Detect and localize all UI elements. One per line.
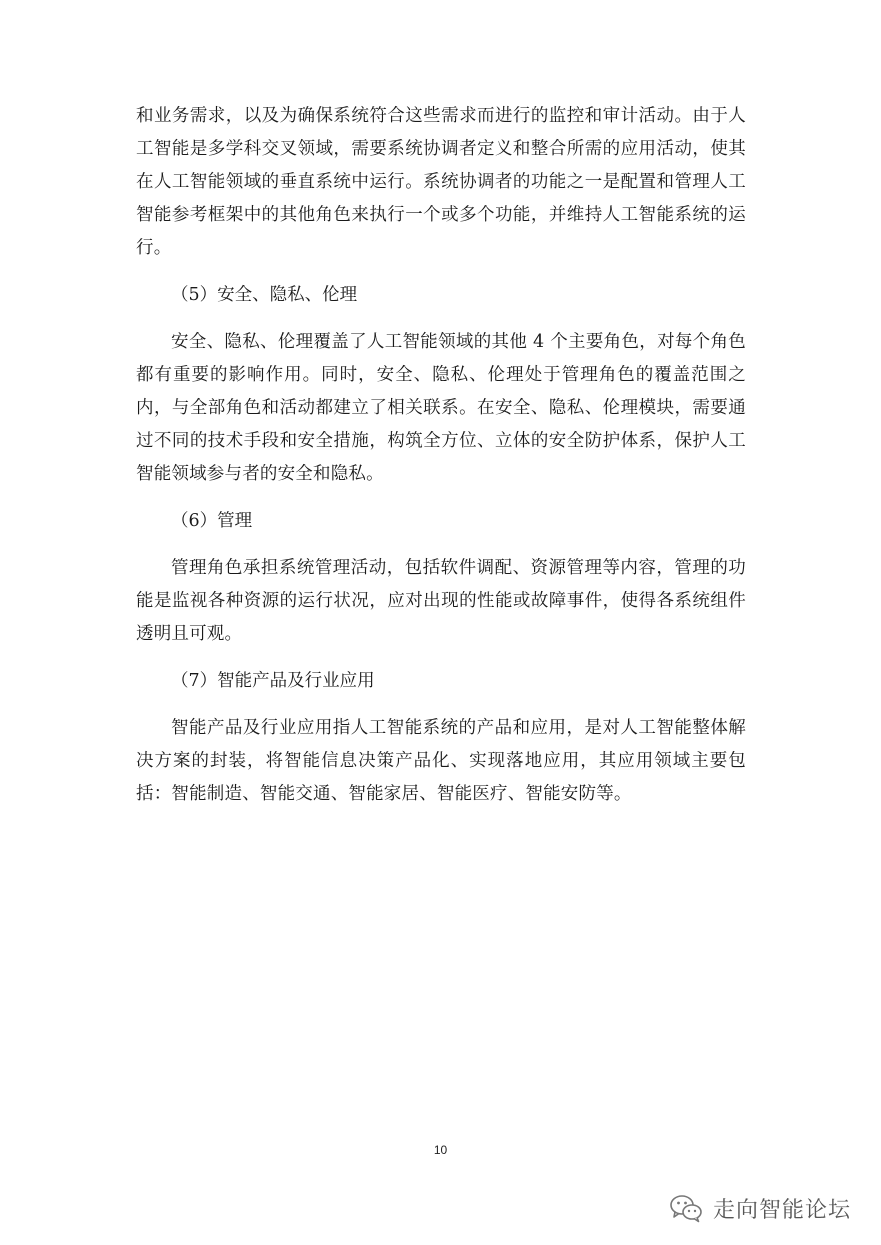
paragraph-smart-products: 智能产品及行业应用指人工智能系统的产品和应用，是对人工智能整体解决方案的封装，将智能信息决策产品化、实现落地应用，其应用领域主要包括：智能制造、智能交通、智能家居、智能医疗、智能安防等。: [136, 718, 746, 804]
section-heading-management: （6）管理: [171, 511, 253, 531]
wechat-icon: [669, 1193, 703, 1223]
watermark-text: 走向智能论坛: [712, 1197, 851, 1223]
page-number: 10: [433, 1143, 448, 1157]
paragraph-continuation: 和业务需求，以及为确保系统符合这些需求而进行的监控和审计活动。由于人工智能是多学科交叉领域，需要系统协调者定义和整合所需的应用活动，使其在人工智能领域的垂直系统中运行。系统协调者的功能之一是配置和管理人工智能参考框架中的其他角色来执行一个或多个功能，并维持人工智能系统的运行。: [136, 106, 746, 258]
watermark: [669, 1190, 851, 1226]
document-body: [136, 100, 746, 811]
paragraph-management: 管理角色承担系统管理活动，包括软件调配、资源管理等内容，管理的功能是监视各种资源的运行状况，应对出现的性能或故障事件，使得各系统组件透明且可观。: [136, 558, 746, 644]
section-heading-security-privacy-ethics: （5）安全、隐私、伦理: [171, 285, 358, 305]
paragraph-security-privacy-ethics: 安全、隐私、伦理覆盖了人工智能领域的其他 4 个主要角色，对每个角色都有重要的影响作用。同时，安全、隐私、伦理处于管理角色的覆盖范围之内，与全部角色和活动都建立了相关联系。在安全、隐私、伦理模块，需要通过不同的技术手段和安全措施，构筑全方位、立体的安全防护体系，保护人工智能领域参与者的安全和隐私。: [136, 332, 746, 484]
section-heading-smart-products: （7）智能产品及行业应用: [171, 671, 375, 691]
